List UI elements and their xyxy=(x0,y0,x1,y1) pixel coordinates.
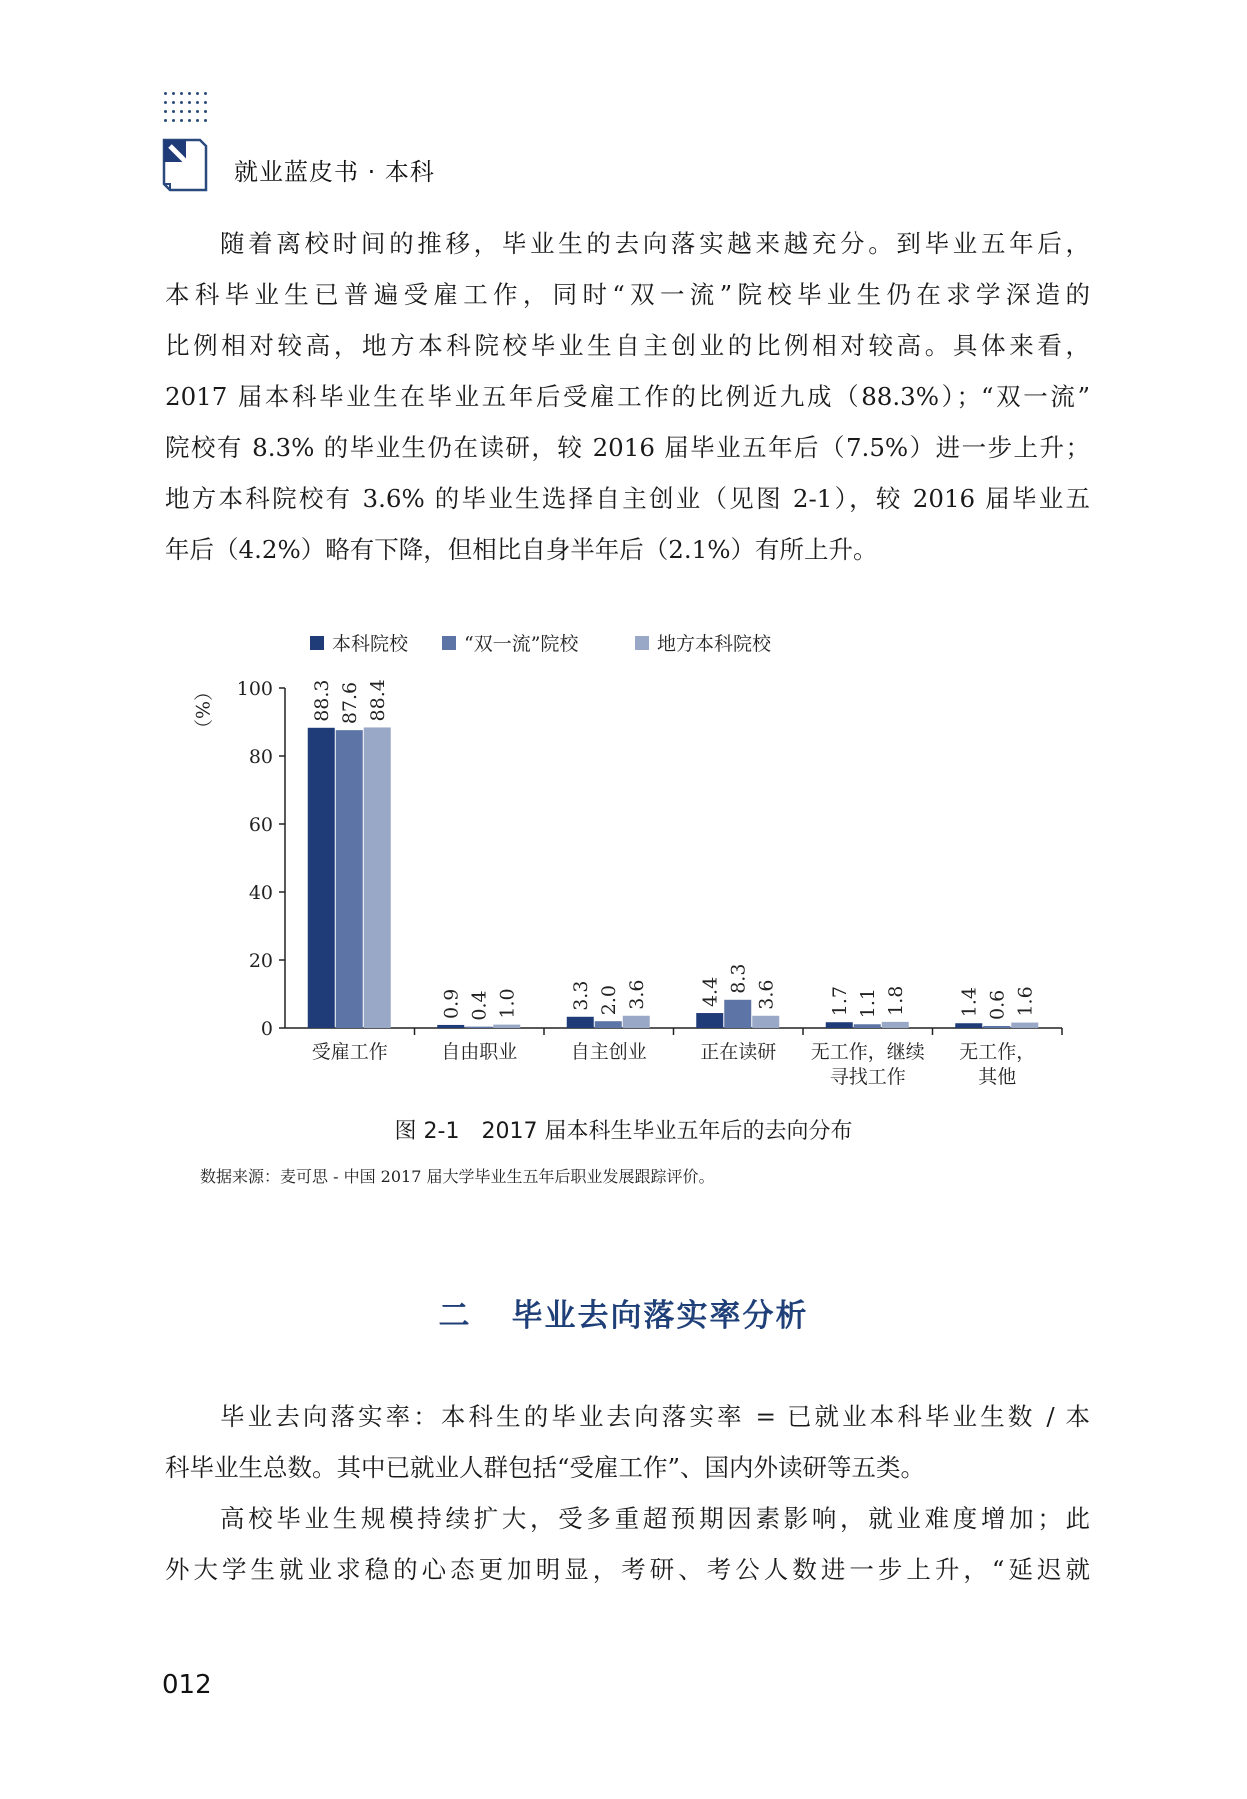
data-label: 1.1 xyxy=(856,988,879,1019)
paragraph-line: 年后（4.2%）略有下降，但相比自身半年后（2.1%）有所上升。 xyxy=(165,535,878,564)
data-label: 0.6 xyxy=(986,989,1009,1020)
book-logo-icon xyxy=(162,138,208,192)
y-tick-label: 60 xyxy=(248,814,273,836)
header-dot xyxy=(204,101,207,104)
data-label: 0.4 xyxy=(468,990,491,1021)
data-label: 88.4 xyxy=(366,679,389,722)
y-tick-label: 40 xyxy=(248,882,273,904)
x-category-label: 其他 xyxy=(978,1066,1017,1088)
data-label: 4.4 xyxy=(699,976,722,1008)
x-category-label: 无工作，继续 xyxy=(810,1041,925,1063)
y-tick-label: 80 xyxy=(248,746,273,768)
x-category-label: 自主创业 xyxy=(570,1041,647,1063)
header-dot xyxy=(180,119,183,122)
header-dot xyxy=(204,119,207,122)
y-axis-label: （%） xyxy=(191,681,213,739)
bar xyxy=(1011,1023,1038,1028)
bar xyxy=(493,1025,520,1028)
section-heading xyxy=(0,1290,1247,1335)
data-label: 3.3 xyxy=(569,980,592,1011)
header-dot xyxy=(188,92,191,95)
running-header xyxy=(150,92,670,202)
bar xyxy=(752,1016,779,1028)
data-label: 1.8 xyxy=(884,985,907,1016)
data-label: 3.6 xyxy=(755,979,778,1010)
data-label: 87.6 xyxy=(338,681,361,725)
chart-svg xyxy=(0,630,1247,1100)
bar xyxy=(623,1016,650,1028)
x-category-label: 受雇工作 xyxy=(311,1041,388,1063)
data-label: 2.0 xyxy=(597,984,620,1016)
x-category-label: 无工作， xyxy=(959,1041,1036,1063)
x-category-label: 自由职业 xyxy=(441,1041,518,1063)
bar xyxy=(465,1027,492,1028)
data-label: 1.0 xyxy=(496,988,519,1019)
y-tick-label: 0 xyxy=(260,1018,273,1040)
y-tick-label: 100 xyxy=(236,678,273,700)
bar xyxy=(595,1021,622,1028)
header-dot xyxy=(164,110,167,113)
figure-source: 数据来源：麦可思 - 中国 2017 届大学毕业生五年后职业发展跟踪评价。 xyxy=(200,1167,715,1186)
figure-caption: 图 2-1 2017 届本科生毕业五年后的去向分布 xyxy=(394,1119,853,1144)
header-dot xyxy=(196,119,199,122)
page-number: 012 xyxy=(162,1670,212,1700)
bar-chart xyxy=(0,630,1247,1100)
paragraph-line: 2017 届本科毕业生在毕业五年后受雇工作的比例近九成（88.3%）；“双一流” xyxy=(165,382,1090,411)
header-dot xyxy=(196,101,199,104)
bar xyxy=(336,730,363,1028)
header-dot xyxy=(172,110,175,113)
header-dot xyxy=(204,92,207,95)
header-dot xyxy=(188,119,191,122)
x-category-label: 寻找工作 xyxy=(829,1066,906,1088)
legend-swatch xyxy=(635,636,649,650)
paragraph-line: 院校有 8.3% 的毕业生仍在读研，较 2016 届毕业五年后（7.5%）进一步上升； xyxy=(165,433,1090,462)
header-dot xyxy=(164,101,167,104)
header-dot xyxy=(172,119,175,122)
bar xyxy=(437,1025,464,1028)
paragraph-line: 随着离校时间的推移，毕业生的去向落实越来越充分。到毕业五年后， xyxy=(220,229,1090,258)
bar xyxy=(854,1024,881,1028)
x-category-label: 正在读研 xyxy=(700,1041,777,1063)
legend-label: 本科院校 xyxy=(332,633,409,655)
legend-label: “双一流”院校 xyxy=(464,633,579,655)
header-dot xyxy=(164,92,167,95)
paragraph-line: 外大学生就业求稳的心态更加明显，考研、考公人数进一步上升，“延迟就 xyxy=(165,1555,1090,1584)
paragraph-line: 本科毕业生已普遍受雇工作，同时“双一流”院校毕业生仍在求学深造的 xyxy=(165,280,1090,309)
data-label: 8.3 xyxy=(727,963,750,994)
paragraph-line: 科毕业生总数。其中已就业人群包括“受雇工作”、国内外读研等五类。 xyxy=(165,1453,926,1482)
section-title: 毕业去向落实率分析 xyxy=(511,1298,809,1334)
paragraph-line: 地方本科院校有 3.6% 的毕业生选择自主创业（见图 2-1），较 2016 届毕业五 xyxy=(165,484,1090,513)
data-label: 3.6 xyxy=(625,979,648,1010)
intro-paragraph xyxy=(165,218,1090,575)
data-label: 1.7 xyxy=(828,986,851,1017)
header-dot xyxy=(204,110,207,113)
bar xyxy=(724,1000,751,1028)
paragraph-line: 高校毕业生规模持续扩大，受多重超预期因素影响，就业难度增加；此 xyxy=(220,1504,1090,1533)
header-dot xyxy=(172,92,175,95)
data-label: 1.4 xyxy=(958,987,981,1018)
header-dot xyxy=(180,92,183,95)
legend-swatch xyxy=(442,636,456,650)
legend-swatch xyxy=(310,636,324,650)
data-label: 1.6 xyxy=(1014,986,1037,1017)
bar xyxy=(955,1023,982,1028)
running-header-title: 就业蓝皮书 · 本科 xyxy=(234,158,435,186)
header-dot xyxy=(196,92,199,95)
data-label: 0.9 xyxy=(440,988,463,1019)
bar xyxy=(826,1022,853,1028)
header-dot xyxy=(196,110,199,113)
legend-label: 地方本科院校 xyxy=(657,633,772,655)
header-dot xyxy=(188,101,191,104)
paragraph-line: 比例相对较高，地方本科院校毕业生自主创业的比例相对较高。具体来看， xyxy=(165,331,1090,360)
bar xyxy=(364,727,391,1028)
paragraph-line: 毕业去向落实率：本科生的毕业去向落实率 = 已就业本科毕业生数 / 本 xyxy=(220,1402,1090,1431)
header-dot xyxy=(172,101,175,104)
header-dot xyxy=(180,101,183,104)
bar xyxy=(567,1017,594,1028)
definition-paragraph xyxy=(165,1391,1090,1493)
bar xyxy=(696,1013,723,1028)
section-number: 二 xyxy=(438,1298,472,1334)
header-dot xyxy=(180,110,183,113)
bar xyxy=(983,1026,1010,1028)
y-tick-label: 20 xyxy=(248,950,273,972)
bar xyxy=(882,1022,909,1028)
header-dot xyxy=(164,119,167,122)
bar xyxy=(308,728,335,1028)
context-paragraph xyxy=(165,1493,1090,1595)
header-dot xyxy=(188,110,191,113)
data-label: 88.3 xyxy=(310,679,333,722)
